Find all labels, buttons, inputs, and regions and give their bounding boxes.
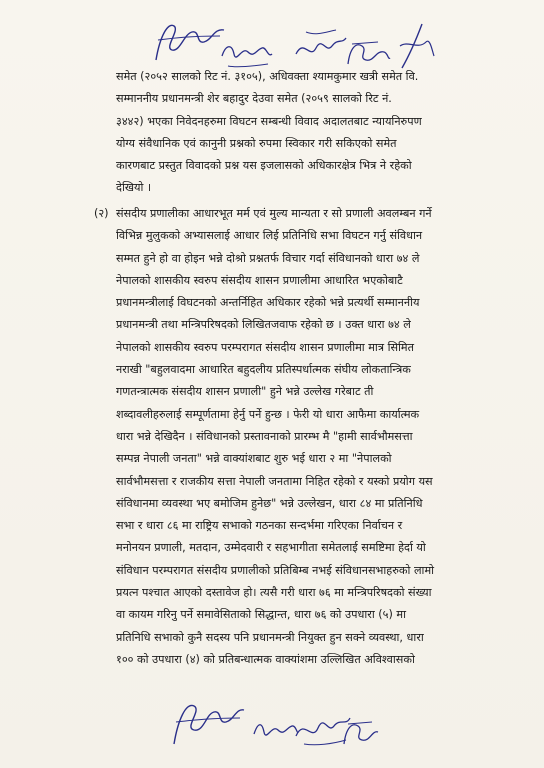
text-line: समेत (२०५२ सालको रिट नं. ३१०५), अधिवक्ता श्यामकुमार खत्री समेत वि. (116, 70, 419, 83)
signature-3 (292, 24, 348, 68)
paragraph-section-2 (116, 203, 516, 671)
text-line: प्रधानमन्त्री तथा मन्त्रिपरिषदको लिखितजवाफ रहेको छ । उक्त धारा ७४ ले (116, 318, 411, 332)
paragraph-continuation (116, 66, 512, 200)
paragraph-number: (२) (94, 207, 109, 220)
text-line: सभा र धारा ८६ मा राष्ट्रिय सभाको गठनका सन्दर्भमा गरिएका निर्वाचन र (116, 519, 403, 533)
text-line: प्रयत्न पश्चात आएको दस्तावेज हो। त्यसै गरी धारा ७६ मा मन्त्रिपरिषदको संख्या (116, 586, 432, 600)
text-line: संविधानमा व्यवस्था भए बमोजिम हुनेछ" भन्ने उल्लेखन, धारा ८४ मा प्रतिनिधि (116, 496, 423, 510)
text-line: नेपालको शासकीय स्वरुप संसदीय शासन प्रणालीमा आधारित भएकोबाटै (116, 273, 403, 287)
text-line: धारा भन्ने देखिदैन । संविधानको प्रस्तावनाको प्रारम्भ मै "हामी सार्वभौमसत्ता (116, 429, 413, 443)
text-line: प्रधानमन्त्रीलाई विघटनको अन्तर्निहित अधिकार रहेको भन्ने प्रत्यर्थी सम्माननीय (116, 296, 420, 310)
signature-1 (168, 694, 248, 750)
text-line: देखियो । (116, 181, 152, 195)
text-line: विभिन्न मुलुकको अभ्यासलाई आधार लिई प्रतिनिधि सभा विघटन गर्नु संविधान (116, 229, 423, 243)
text-line: सम्पन्न नेपाली जनता" भन्ने वाक्यांशबाट शुरु भई धारा २ मा "नेपालको (116, 452, 392, 466)
bottom-signature-row (0, 690, 544, 760)
text-line: मनोनयन प्रणाली, मतदान, उम्मेदवारी र सहभागीता समेतलाई समष्टिमा हेर्दा यो (116, 541, 426, 555)
text-line: १०० को उपधारा (४) को प्रतिबन्धात्मक वाक्यांशमा उल्लिखित अविश्वासको (116, 652, 415, 666)
text-line: सम्माननीय प्रधानमन्त्री शेर बहादुर देउवा समेत (२०५९ सालको रिट नं. (116, 92, 392, 106)
text-line: संसदीय प्रणालीका आधारभूत मर्म एवं मुल्य मान्यता र सो प्रणाली अवलम्बन गर्ने (116, 207, 432, 220)
signature-1 (150, 16, 228, 66)
text-line: सार्वभौमसत्ता र राजकीय सत्ता नेपाली जनतामा निहित रहेको र यस्को प्रयोग यस (116, 474, 433, 488)
text-line: ३४४२) भएका निवेदनहरुमा विघटन सम्बन्धी विवाद अदालतबाट न्यायनिरुपण (116, 114, 422, 128)
text-line: नेपालको शासकीय स्वरुप परम्परागत संसदीय शासन प्रणालीमा मात्र सिमित (116, 340, 414, 354)
text-line: योग्य संवैधानिक एवं कानुनी प्रश्नको रुपमा स्विकार गरी सकिएको समेत (116, 136, 397, 150)
text-line: गणतन्त्रात्मक संसदीय शासन प्रणाली" हुने भन्ने उल्लेख गरेबाट ती (116, 385, 374, 399)
text-line: वा कायम गरिनु पर्ने समावेसिताको सिद्धान्त, धारा ७६ को उपधारा (५) मा (116, 608, 406, 622)
text-line: सम्मत हुने हो वा होइन भन्ने दोश्रो प्रश्नतर्फ विचार गर्दा संविधानको धारा ७४ ले (116, 251, 420, 265)
text-line: कारणबाट प्रस्तुत विवादको प्रश्न यस इजलासको अधिकारक्षेत्र भित्र ने रहेको (116, 159, 412, 173)
text-line: नराखी "बहुलवादमा आधारित बहुदलीय प्रतिस्पर्धात्मक संघीय लोकतान्त्रिक (116, 363, 411, 377)
signature-4 (338, 712, 384, 752)
text-line: प्रतिनिधि सभाको कुनै सदस्य पनि प्रधानमन्त्री नियुक्त हुन सक्ने व्यवस्था, धारा (116, 630, 424, 644)
text-line: संविधान परम्परागत संसदीय प्रणालीको प्रतिबिम्ब नभई संविधानसभाहरुको लामो (116, 563, 435, 577)
text-line: शब्दावलीहरुलाई सम्पूर्णतामा हेर्नु पर्ने हुन्छ । फेरी यो धारा आफैमा कार्यात्मक (116, 407, 420, 421)
